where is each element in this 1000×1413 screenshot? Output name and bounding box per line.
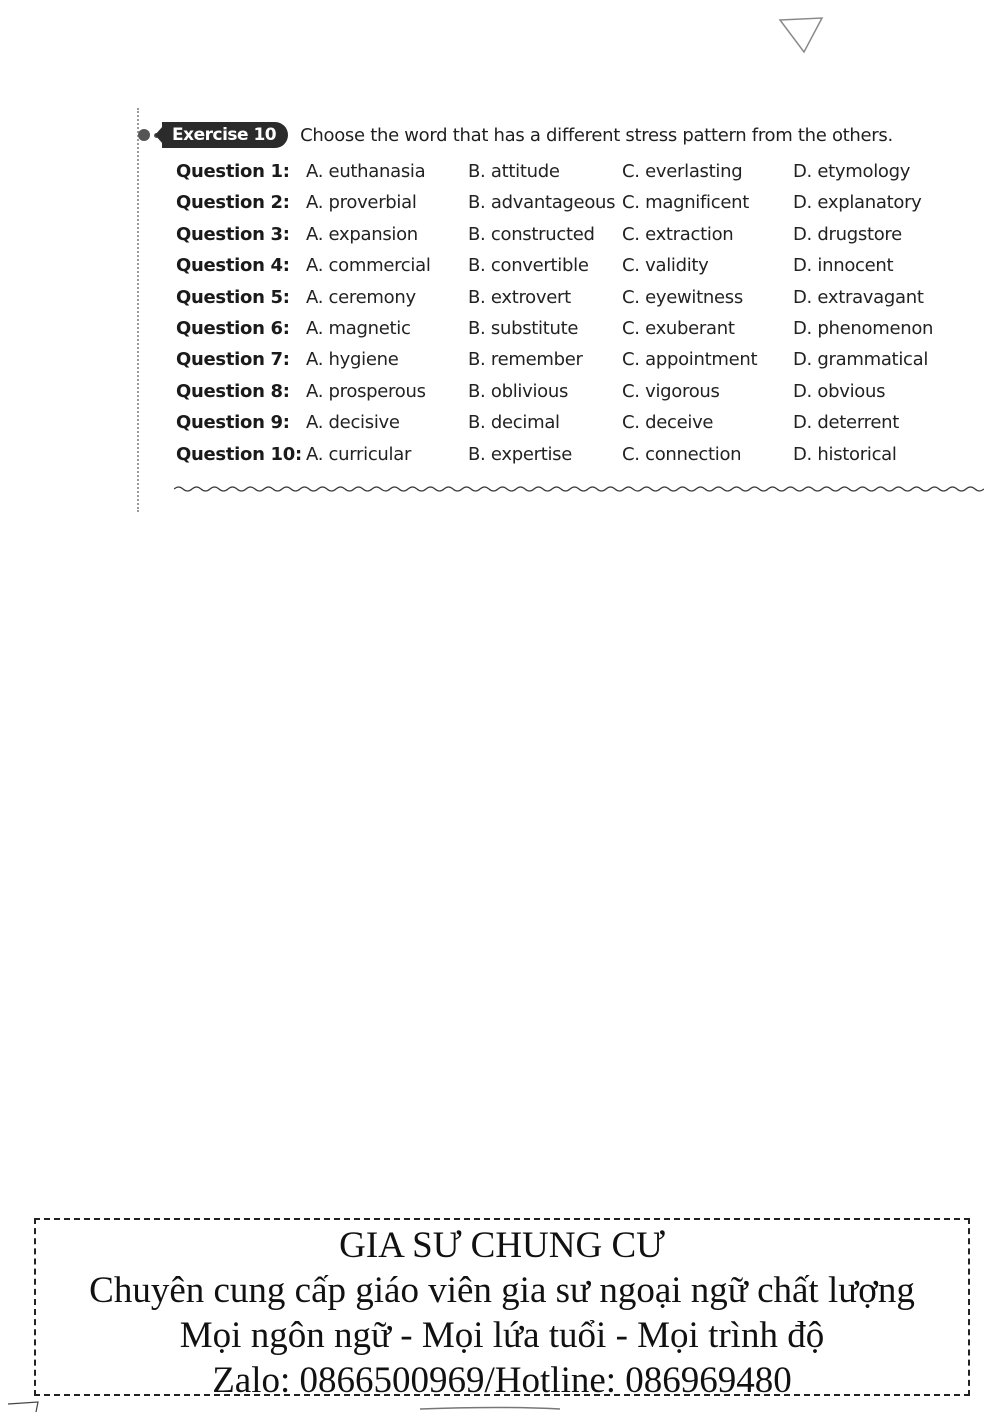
option-a: A. expansion — [306, 223, 418, 245]
option-c: C. validity — [622, 255, 709, 277]
option-b: B. remember — [468, 349, 583, 371]
advert-contact: Zalo: 0866500969/Hotline: 086969480 — [212, 1360, 792, 1401]
option-d: D. grammatical — [793, 349, 929, 371]
option-c: C. extraction — [622, 223, 734, 245]
option-a: A. hygiene — [306, 349, 399, 371]
question-label: Question 9: — [176, 412, 290, 434]
option-c: C. eyewitness — [622, 286, 743, 308]
question-row — [176, 408, 976, 439]
option-a: A. euthanasia — [306, 161, 426, 182]
question-label: Question 7: — [176, 349, 290, 371]
question-label: Question 4: — [176, 255, 290, 277]
option-d: D. explanatory — [793, 192, 922, 214]
question-label: Question 1: — [176, 161, 290, 182]
advert-tagline: Chuyên cung cấp giáo viên gia sư ngoại ngữ chất lượng — [89, 1270, 915, 1311]
question-label: Question 6: — [176, 317, 290, 339]
advert-scope: Mọi ngôn ngữ - Mọi lứa tuổi - Mọi trình độ — [179, 1315, 825, 1356]
option-b: B. constructed — [468, 223, 595, 245]
option-b: B. oblivious — [468, 380, 569, 402]
question-row — [176, 314, 976, 345]
question-label: Question 10: — [176, 443, 302, 465]
option-c: C. appointment — [622, 349, 758, 371]
advert-box — [34, 1218, 970, 1401]
advert-title: GIA SƯ CHUNG CƯ — [339, 1225, 665, 1266]
option-c: C. deceive — [622, 412, 714, 434]
option-d: D. etymology — [793, 161, 911, 182]
question-row — [176, 157, 976, 188]
question-row — [176, 283, 976, 314]
option-a: A. magnetic — [306, 317, 411, 339]
option-b: B. extrovert — [468, 286, 571, 308]
option-c: C. everlasting — [622, 161, 743, 182]
option-d: D. historical — [793, 443, 897, 465]
scan-edge-mark — [0, 1398, 1000, 1413]
question-label: Question 5: — [176, 286, 290, 308]
option-b: B. convertible — [468, 255, 589, 277]
question-row — [176, 377, 976, 408]
exercise-badge: Exercise 10 — [162, 122, 288, 148]
exercise-header — [138, 120, 893, 150]
option-b: B. substitute — [468, 317, 579, 339]
question-row — [176, 220, 976, 251]
option-a: A. decisive — [306, 412, 400, 434]
question-row — [176, 188, 976, 219]
question-label: Question 2: — [176, 192, 290, 214]
option-c: C. vigorous — [622, 380, 720, 402]
binding-margin-line — [137, 108, 139, 512]
wavy-divider — [174, 482, 984, 496]
option-d: D. phenomenon — [793, 317, 934, 339]
option-d: D. innocent — [793, 255, 894, 277]
option-d: D. drugstore — [793, 223, 902, 245]
option-d: D. extravagant — [793, 286, 924, 308]
question-label: Question 3: — [176, 223, 290, 245]
option-d: D. obvious — [793, 380, 886, 402]
question-row — [176, 440, 976, 471]
option-d: D. deterrent — [793, 412, 899, 434]
option-b: B. advantageous — [468, 192, 616, 214]
option-c: C. exuberant — [622, 317, 735, 339]
option-c: C. magnificent — [622, 192, 749, 214]
option-a: A. ceremony — [306, 286, 416, 308]
option-a: A. proverbial — [306, 192, 417, 214]
option-b: B. attitude — [468, 161, 560, 182]
option-c: C. connection — [622, 443, 742, 465]
option-b: B. decimal — [468, 412, 560, 434]
exercise-instruction: Choose the word that has a different stress pattern from the others. — [300, 124, 893, 146]
question-row — [176, 345, 976, 376]
bullet-dot-icon — [138, 129, 150, 141]
option-a: A. curricular — [306, 443, 412, 465]
question-list — [176, 157, 976, 471]
option-a: A. prosperous — [306, 380, 426, 402]
option-a: A. commercial — [306, 255, 431, 277]
scan-corner-mark — [778, 16, 826, 56]
option-b: B. expertise — [468, 443, 573, 465]
question-row — [176, 251, 976, 282]
question-label: Question 8: — [176, 380, 290, 402]
